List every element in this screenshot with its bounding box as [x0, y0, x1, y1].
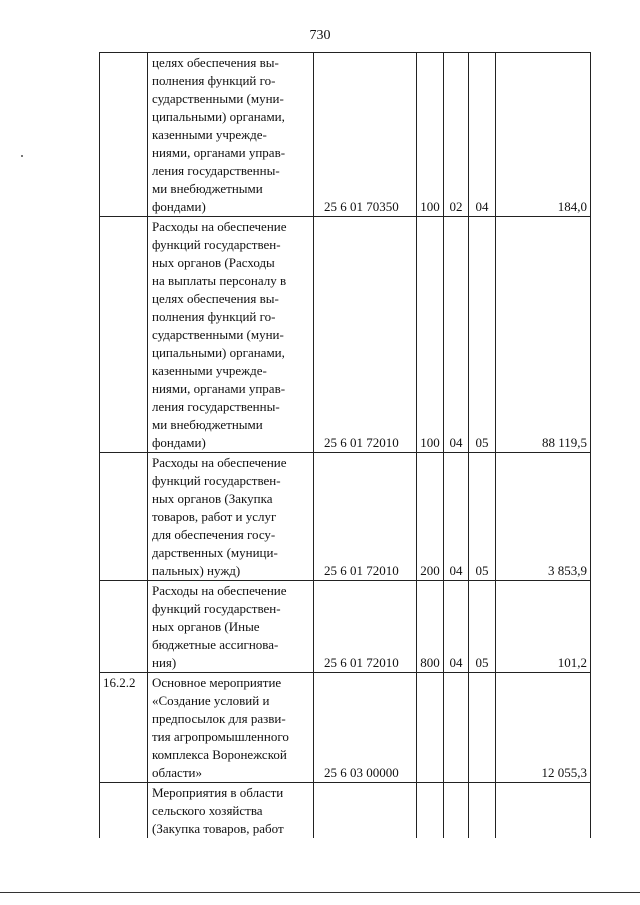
scan-speck	[21, 155, 23, 157]
row-name: целях обеспечения вы- полнения функций го- сударственными (муни- ципальными) органами, казенными учрежде- ниями, органами управ- ления государственны- ми внебюджетными фондами)	[148, 53, 314, 217]
target-code: 25 6 01 72010	[314, 453, 417, 581]
subsection-code: 05	[469, 217, 496, 453]
section-code	[444, 783, 469, 839]
table-row	[100, 581, 591, 673]
row-number: 16.2.2	[100, 673, 148, 783]
table-row	[100, 53, 591, 217]
target-code	[314, 783, 417, 839]
row-number	[100, 783, 148, 839]
expense-type: 800	[417, 581, 444, 673]
target-code: 25 6 01 72010	[314, 581, 417, 673]
section-code: 04	[444, 581, 469, 673]
amount: 101,2	[496, 581, 591, 673]
subsection-code	[469, 673, 496, 783]
row-name: Расходы на обеспечение функций государствен- ных органов (Расходы на выплаты персоналу в целях обеспечения вы- полнения функций го- сударственными (муни- ципальными) органами, казенными учрежде- ниями, органами управ- ления государственны- ми внебюджетными фондами)	[148, 217, 314, 453]
row-number	[100, 53, 148, 217]
amount: 3 853,9	[496, 453, 591, 581]
table-row	[100, 453, 591, 581]
table-row	[100, 217, 591, 453]
row-name: Расходы на обеспечение функций государствен- ных органов (Иные бюджетные ассигнова- ния)	[148, 581, 314, 673]
expense-type: 100	[417, 217, 444, 453]
budget-table	[99, 52, 591, 838]
subsection-code	[469, 783, 496, 839]
subsection-code: 04	[469, 53, 496, 217]
section-code: 04	[444, 217, 469, 453]
amount: 88 119,5	[496, 217, 591, 453]
expense-type	[417, 783, 444, 839]
target-code: 25 6 01 70350	[314, 53, 417, 217]
section-code	[444, 673, 469, 783]
row-name: Основное мероприятие «Создание условий и предпосылок для разви- тия агропромышленного комплекса Воронежской области»	[148, 673, 314, 783]
expense-type	[417, 673, 444, 783]
subsection-code: 05	[469, 453, 496, 581]
section-code: 04	[444, 453, 469, 581]
row-number	[100, 453, 148, 581]
row-number	[100, 581, 148, 673]
expense-type: 200	[417, 453, 444, 581]
target-code: 25 6 01 72010	[314, 217, 417, 453]
amount: 184,0	[496, 53, 591, 217]
row-number	[100, 217, 148, 453]
page-bottom-rule	[0, 892, 640, 893]
row-name: Мероприятия в области сельского хозяйства (Закупка товаров, работ	[148, 783, 314, 839]
table-row	[100, 673, 591, 783]
row-name: Расходы на обеспечение функций государствен- ных органов (Закупка товаров, работ и услуг для обеспечения госу- дарственных (муници- пальных) нужд)	[148, 453, 314, 581]
amount	[496, 783, 591, 839]
subsection-code: 05	[469, 581, 496, 673]
section-code: 02	[444, 53, 469, 217]
page-number: 730	[309, 28, 331, 43]
target-code: 25 6 03 00000	[314, 673, 417, 783]
amount: 12 055,3	[496, 673, 591, 783]
table-row	[100, 783, 591, 839]
expense-type: 100	[417, 53, 444, 217]
